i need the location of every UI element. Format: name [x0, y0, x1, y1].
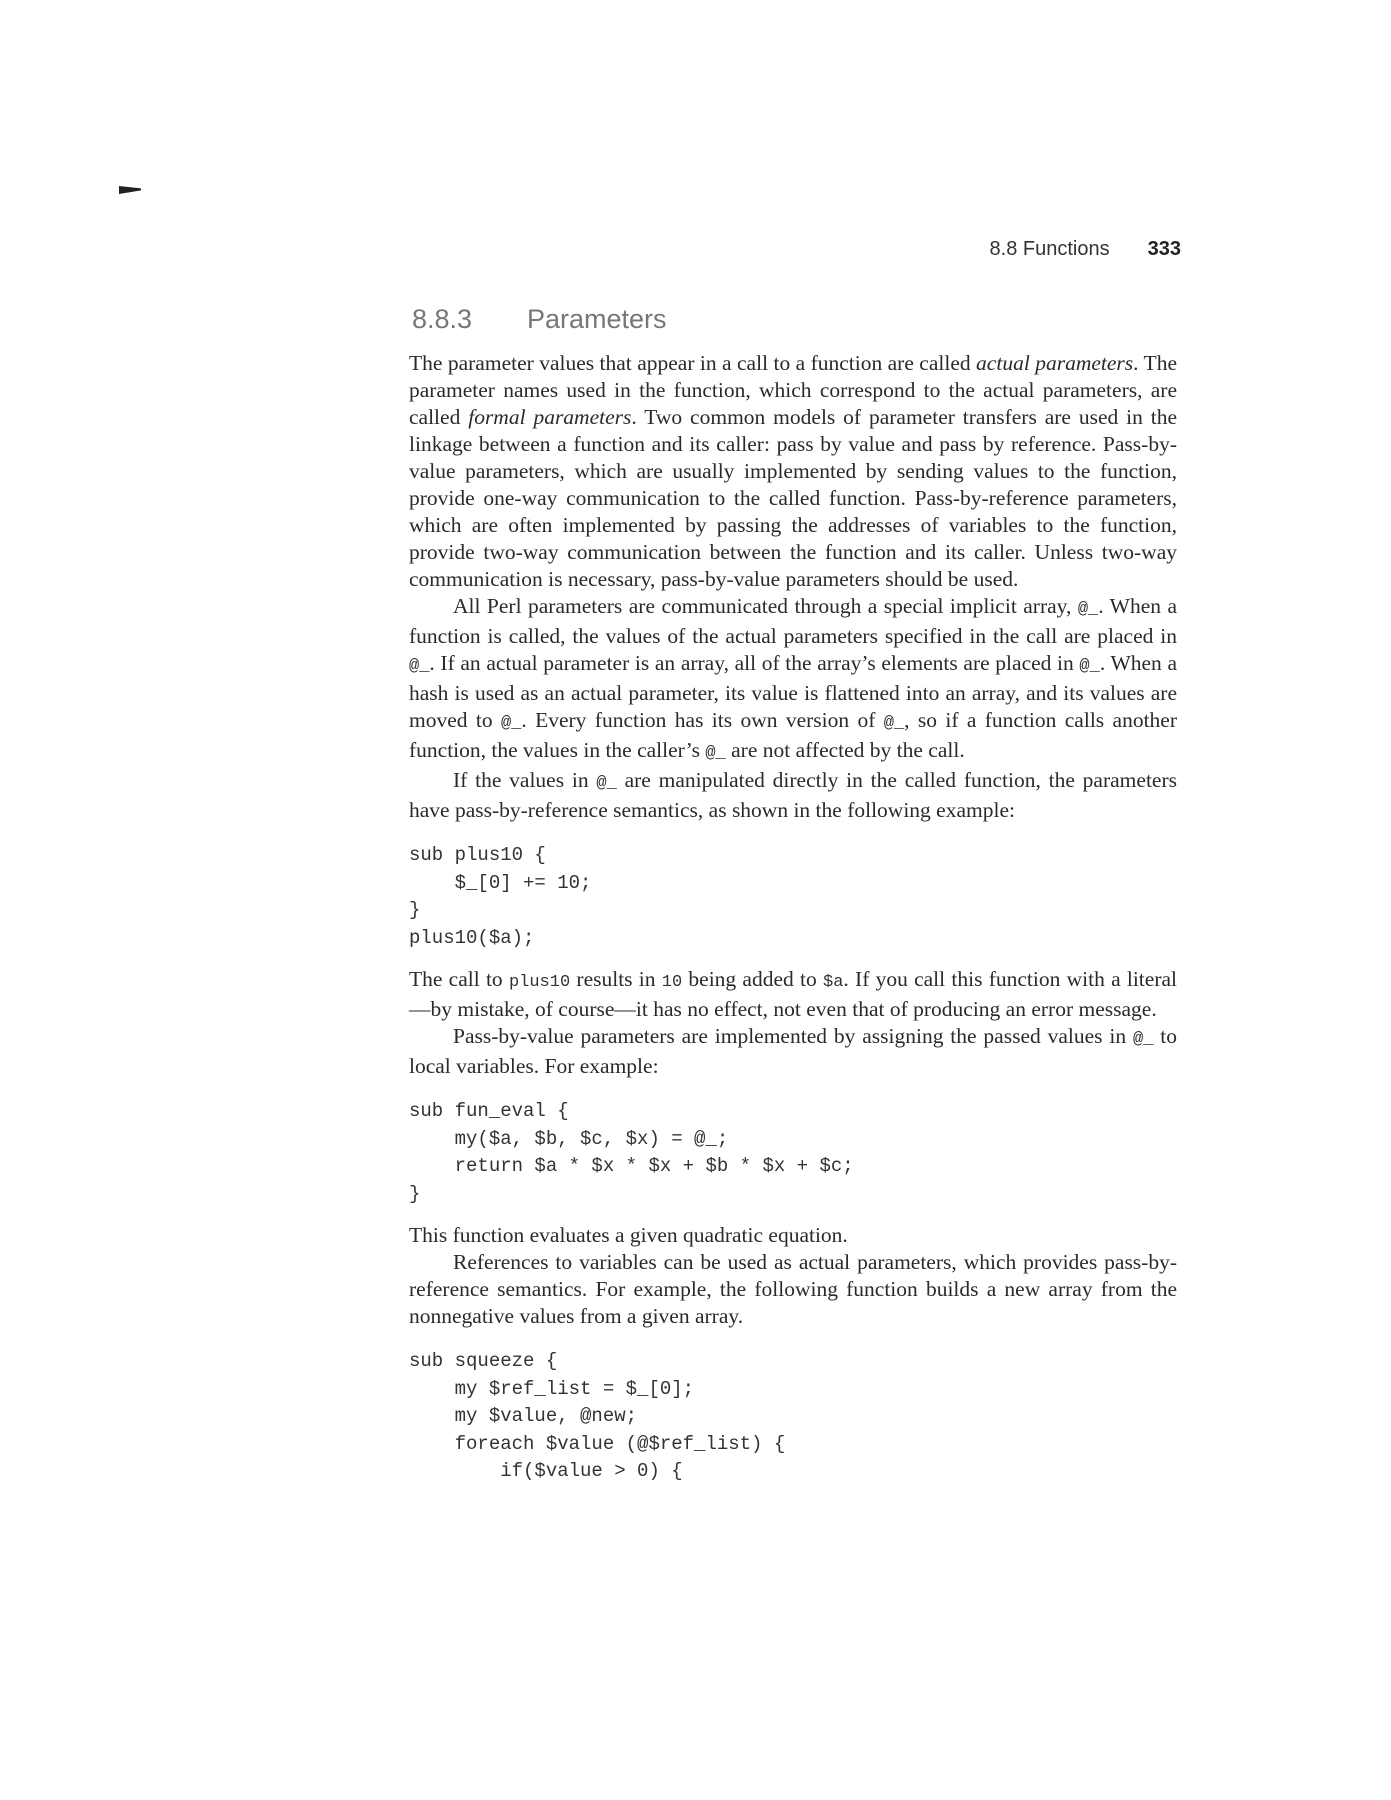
- text-run: being added to: [682, 967, 823, 991]
- running-head: [900, 238, 1181, 261]
- text-run: Pass-by-value parameters are implemented by assigning the passed values in: [453, 1024, 1133, 1048]
- inline-code: @_: [409, 657, 430, 676]
- text-run: . Two common models of parameter transfers are used in the linkage between a function and its caller: pass by value and pass by reference. Pass-by-value parameters, which are usually implemented by sending values to the function, provide one-way communication to the called function. Pass-by-reference parameters, which are often implemented by passing the addresses of variables to the function, provide two-way communication between the function and its caller. Unless two-way communication is necessary, pass-by-value parameters should be used.: [409, 405, 1177, 591]
- paragraph-7: References to variables can be used as actual parameters, which provides pass-by-reference semantics. For example, the following function builds a new array from the nonnegative values from a given array.: [409, 1250, 1177, 1328]
- inline-code: plus10: [508, 973, 571, 992]
- text-run: If the values in: [453, 768, 597, 792]
- inline-code: @_: [500, 714, 522, 733]
- paragraph-4: [409, 966, 1177, 1023]
- term-actual-parameters: actual parameters: [976, 351, 1134, 375]
- inline-code: @_: [883, 714, 905, 733]
- text-run: are not affected by the call.: [725, 738, 965, 762]
- paragraph-6: This function evaluates a given quadratic equation.: [409, 1223, 848, 1247]
- section-heading: [412, 304, 667, 335]
- inline-code: @_: [1133, 1030, 1154, 1049]
- inline-code: @_: [705, 744, 726, 763]
- section-number: 8.8.3: [412, 304, 473, 334]
- running-head-title: 8.8 Functions: [989, 238, 1110, 260]
- code-block-fun-eval: sub fun_eval { my($a, $b, $c, $x) = @_; return $a * $x * $x + $b * $x + $c; }: [409, 1100, 854, 1205]
- text-run: to local variables. For example:: [409, 1024, 1177, 1078]
- text-run: . The parameter names used in the function, which correspond to the actual parameters, are called: [409, 351, 1177, 429]
- inline-code: $a: [823, 973, 844, 992]
- page-body: [409, 350, 1177, 1486]
- inline-code: @_: [1077, 600, 1099, 619]
- text-run: are manipulated directly in the called function, the parameters have pass-by-reference semantics, as shown in the following example:: [409, 768, 1177, 822]
- inline-code: 10: [661, 973, 683, 992]
- text-run: The call to: [409, 967, 509, 991]
- code-block-squeeze: sub squeeze { my $ref_list = $_[0]; my $value, @new; foreach $value (@$ref_list) { if($value > 0) {: [409, 1350, 786, 1482]
- text-run: , so if a function calls another function, the values in the caller’s: [409, 708, 1177, 762]
- text-run: results in: [570, 967, 662, 991]
- paragraph-2: [409, 593, 1177, 767]
- paragraph-5: [409, 1023, 1177, 1080]
- text-run: . If you call this function with a literal—by mistake, of course—it has no effect, not even that of producing an error message.: [409, 967, 1177, 1021]
- scan-corner-mark: [119, 186, 141, 194]
- inline-code: @_: [1079, 657, 1100, 676]
- inline-code: @_: [596, 774, 617, 793]
- text-run: . When a function is called, the values of the actual parameters specified in the call are placed in: [409, 594, 1177, 648]
- text-run: The parameter values that appear in a call to a function are called: [409, 351, 977, 375]
- paragraph-1: [409, 350, 1177, 593]
- code-block-plus10: sub plus10 { $_[0] += 10; } plus10($a);: [409, 844, 592, 949]
- text-run: . If an actual parameter is an array, all of the array’s elements are placed in: [429, 651, 1080, 675]
- text-run: . When a hash is used as an actual parameter, its value is flattened into an array, and its values are moved to: [409, 651, 1177, 732]
- term-formal-parameters: formal parameters: [468, 405, 632, 429]
- text-run: All Perl parameters are communicated through a special implicit array,: [453, 594, 1078, 618]
- page-number: 333: [1147, 238, 1181, 260]
- section-title: Parameters: [527, 304, 667, 334]
- text-run: . Every function has its own version of: [521, 708, 884, 732]
- paragraph-3: [409, 767, 1177, 824]
